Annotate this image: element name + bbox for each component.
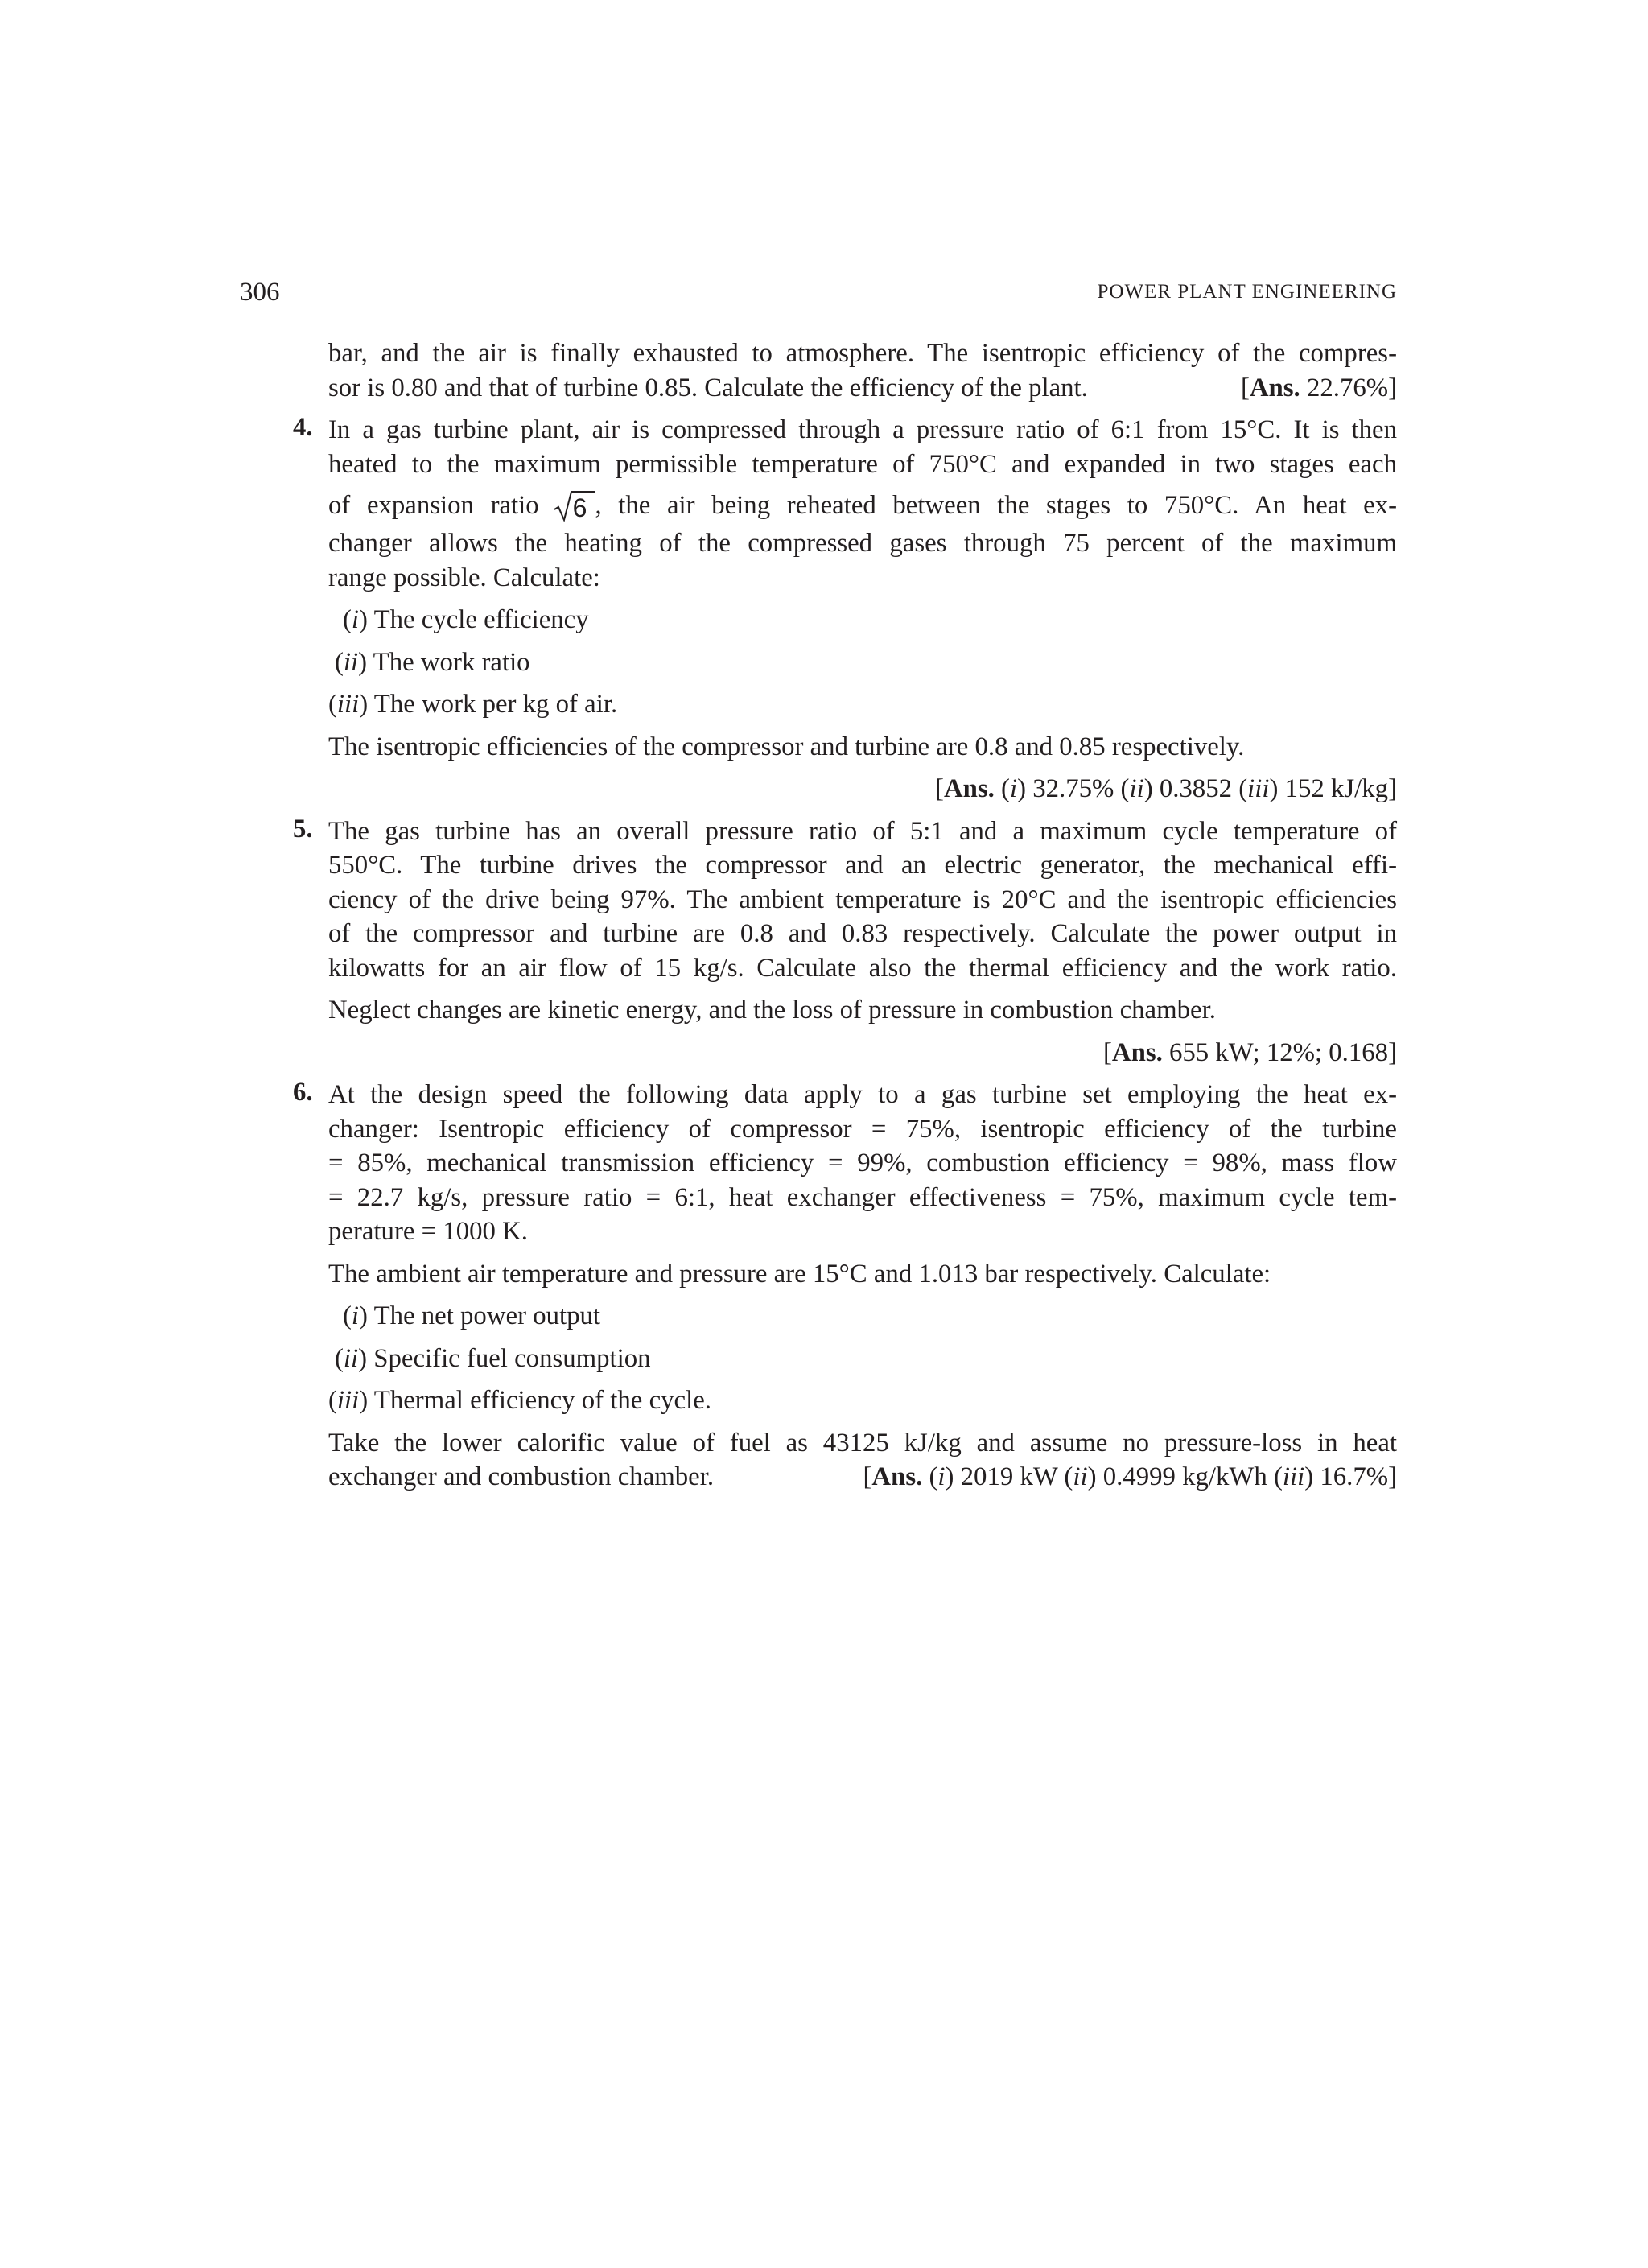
list-item-text: The cycle efficiency	[367, 605, 589, 634]
sqrt-argument: 6	[572, 493, 587, 522]
list-item: (i) The net power output	[343, 1301, 601, 1330]
answer-value: 2019 kW	[960, 1462, 1058, 1491]
answer-value: 0.4999 kg/kWh	[1102, 1462, 1267, 1491]
text-line: At the design speed the following data apply to a gas turbine set employing the heat ex-	[328, 1080, 1397, 1109]
problem-number: 5.	[293, 814, 313, 843]
list-item-text: The net power output	[367, 1301, 601, 1330]
text-line: perature = 1000 K.	[328, 1217, 528, 1246]
text-span: sor is 0.80 and that of turbine 0.85. Calculate the efficiency of the plant.	[328, 373, 1088, 402]
text-span: exchanger and combustion chamber.	[328, 1462, 715, 1491]
roman-numeral: i	[351, 605, 360, 634]
text-line: changer allows the heating of the compressed gases through 75 percent of the maximum	[328, 529, 1397, 558]
problem-5	[293, 814, 1397, 1070]
text-line	[328, 1460, 1397, 1495]
answer-label: Ans.	[1111, 1037, 1163, 1067]
text-line: = 22.7 kg/s, pressure ratio = 6:1, heat exchanger effectiveness = 75%, maximum cycle tem-	[328, 1182, 1397, 1212]
answer-value: 32.75%	[1032, 774, 1114, 803]
problem-3-continuation	[328, 336, 1397, 405]
text-line: bar, and the air is finally exhausted to atmosphere. The isentropic efficiency of the compres-	[328, 339, 1397, 368]
running-title: POWER PLANT ENGINEERING	[1097, 281, 1397, 303]
text-line: The ambient air temperature and pressure are 15°C and 1.013 bar respectively. Calculate:	[328, 1259, 1271, 1289]
answer-value: 655 kW; 12%; 0.168	[1169, 1037, 1389, 1067]
list-item: (i) The cycle efficiency	[343, 605, 589, 634]
text-line: The isentropic efficiencies of the compressor and turbine are 0.8 and 0.85 respectively.	[328, 732, 1245, 761]
text-line: of the compressor and turbine are 0.8 and 0.83 respectively. Calculate the power output in	[328, 919, 1397, 948]
text-line: 550°C. The turbine drives the compressor and an electric generator, the mechanical effi-	[328, 851, 1397, 880]
answer-value: 16.7%	[1320, 1462, 1389, 1491]
text-line: In a gas turbine plant, air is compressed through a pressure ratio of 6:1 from 15°C. It is then	[328, 415, 1397, 444]
answer: [Ans. 655 kW; 12%; 0.168]	[1102, 1037, 1397, 1067]
page-number: 306	[240, 278, 280, 307]
list-item: (iii) The work per kg of air.	[328, 690, 618, 719]
problem-6	[293, 1078, 1397, 1495]
text-line: range possible. Calculate:	[328, 563, 600, 592]
problem-number: 6.	[293, 1078, 313, 1107]
page-header	[240, 272, 1397, 312]
text-line: heated to the maximum permissible temperature of 750°C and expanded in two stages each	[328, 449, 1397, 479]
page-body	[293, 336, 1397, 1495]
roman-numeral: i	[351, 1301, 360, 1330]
list-item: (ii) Specific fuel consumption	[335, 1343, 651, 1373]
roman-numeral: iii	[336, 1386, 360, 1415]
list-item-text: The work ratio	[367, 647, 530, 677]
text-span: , the air being reheated between the stages to 750°C. An heat ex-	[595, 491, 1397, 520]
list-item-text: Specific fuel consumption	[367, 1343, 651, 1373]
text-line: The gas turbine has an overall pressure ratio of 5:1 and a maximum cycle temperature of	[328, 816, 1397, 846]
text-line	[328, 371, 1397, 406]
answer-label: Ans.	[943, 774, 995, 803]
text-line: ciency of the drive being 97%. The ambient temperature is 20°C and the isentropic efficiencies	[328, 885, 1397, 914]
list-item: (iii) Thermal efficiency of the cycle.	[328, 1386, 711, 1415]
answer-value: 22.76%	[1306, 373, 1389, 402]
list-item-text: The work per kg of air.	[368, 690, 618, 719]
problem-number: 4.	[293, 413, 313, 442]
radical-sign-icon	[554, 490, 595, 522]
answer-label: Ans.	[871, 1462, 923, 1491]
text-line: = 85%, mechanical transmission efficiency = 99%, combustion efficiency = 98%, mass flow	[328, 1148, 1397, 1177]
answer: [Ans. (i) 2019 kW (ii) 0.4999 kg/kWh (iii) 16.7%]	[863, 1462, 1397, 1491]
text-line: changer: Isentropic efficiency of compressor = 75%, isentropic efficiency of the turbine	[328, 1114, 1397, 1144]
list-item-text: Thermal efficiency of the cycle.	[368, 1386, 711, 1415]
text-line: Neglect changes are kinetic energy, and the loss of pressure in combustion chamber.	[328, 996, 1216, 1025]
problem-4	[293, 413, 1397, 806]
answer: [Ans. (i) 32.75% (ii) 0.3852 (iii) 152 kJ/kg]	[935, 774, 1397, 803]
answer-value: 0.3852	[1159, 774, 1233, 803]
answer: [Ans. 22.76%]	[1240, 373, 1397, 402]
roman-numeral: ii	[343, 647, 359, 677]
text-line	[328, 481, 1397, 526]
roman-numeral: ii	[343, 1343, 359, 1373]
answer-value: 152 kJ/kg	[1284, 774, 1389, 803]
roman-numeral: iii	[336, 690, 360, 719]
text-span: of expansion ratio	[328, 491, 539, 520]
text-line: kilowatts for an air flow of 15 kg/s. Calculate also the thermal efficiency and the work ratio.	[328, 953, 1397, 983]
answer-label: Ans.	[1249, 373, 1300, 402]
text-line: Take the lower calorific value of fuel as 43125 kJ/kg and assume no pressure-loss in heat	[328, 1428, 1397, 1458]
list-item: (ii) The work ratio	[335, 647, 530, 677]
sqrt-expression	[554, 495, 587, 522]
